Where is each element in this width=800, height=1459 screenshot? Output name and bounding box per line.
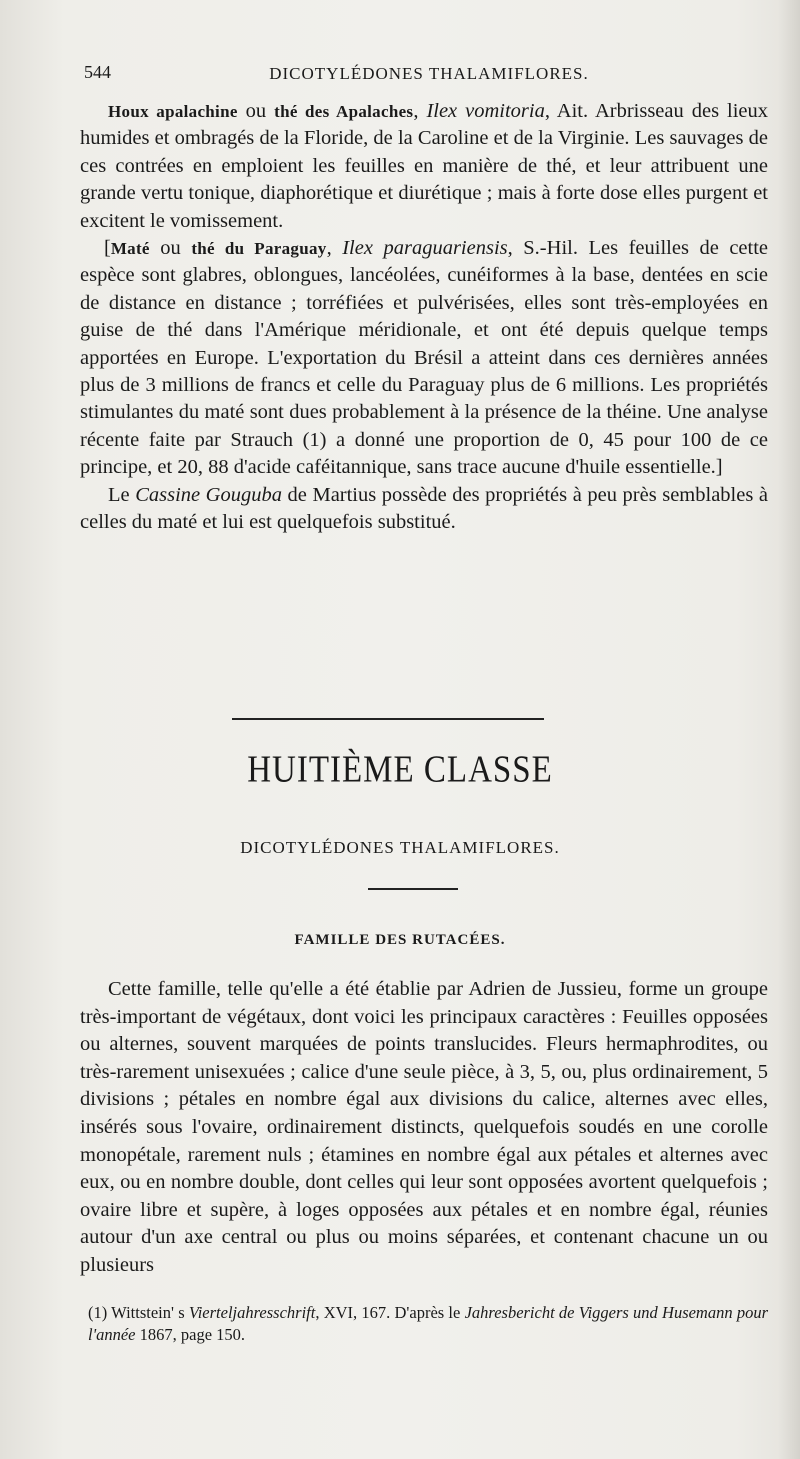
separator: ,	[413, 100, 427, 122]
family-heading: FAMILLE DES RUTACÉES.	[294, 932, 506, 948]
plant-name: Houx apalachine	[108, 102, 238, 121]
paragraph-prefix: Le	[108, 483, 136, 506]
plant-name: Maté	[110, 239, 150, 259]
latin-name: Ilex paraguariensis	[342, 237, 508, 260]
page-number: 544	[84, 62, 111, 82]
paragraph-houx	[80, 98, 768, 235]
section-divider	[232, 718, 544, 720]
plant-alt-name: thé du Paraguay	[191, 239, 327, 259]
footnote-report: Jahresbericht de Viggers und Husemann pour l'année	[88, 1303, 768, 1344]
footnote-tail: 1867, page 150.	[135, 1325, 246, 1344]
paragraph-mate	[80, 235, 768, 482]
paragraph-text: , S.-Hil. Les feuilles de cette espèce sont glabres, oblongues, lancéolées, cunéiformes à la base, dentées en scie de distance en distance ; torréfiées et pulvérisées, elles sont très-employées en guise de thé dans l'Amérique méridionale, et ont été depuis quelque temps apportées en Europe. L'exportation du Brésil a atteint dans ces dernières années plus de 3 millions de francs et celle du Paraguay plus de 6 millions. Les propriétés stimulantes du maté sont dues probablement à la présence de la théine. Une analyse récente faite par Strauch (1) a donné une proportion de 0, 45 pour 100 de ce principe, et 20, 88 d'acide caféitannique, sans trace aucune d'huile essentielle.]	[80, 237, 769, 479]
paragraph-text: de Martius possède des propriétés à peu près semblables à celles du maté et lui est quelquefois substitué.	[80, 483, 768, 534]
separator: ,	[326, 237, 343, 260]
footnote-marker: (1) Wittstein' s	[88, 1303, 189, 1322]
class-title: HUITIÈME CLASSE	[247, 749, 553, 791]
class-subtitle: DICOTYLÉDONES THALAMIFLORES.	[240, 838, 560, 857]
paragraph-text: , Ait. Arbrisseau des lieux humides et ombragés de la Floride, de la Caroline et de la Virginie. Les sauvages de ces contrées en emploient les feuilles en manière de thé, et leur attribuent une grande vertu tonique, diaphorétique et diurétique ; mais à forte dose elles purgent et excitent le vomissement.	[80, 100, 768, 232]
running-title: DICOTYLÉDONES THALAMIFLORES.	[269, 64, 589, 83]
paragraph-cassine	[80, 482, 768, 537]
family-text-block	[80, 976, 768, 1280]
upper-text-block	[80, 98, 768, 537]
latin-name: Cassine Gouguba	[135, 483, 282, 506]
paragraph-rutacees: Cette famille, telle qu'elle a été établie par Adrien de Jussieu, forme un groupe très-important de végétaux, dont voici les principaux caractères : Feuilles opposées ou alternes, souvent marquées de points translucides. Fleurs hermaphrodites, ou très-rarement unisexuées ; calice d'une seule pièce, à 3, 5, ou, plus ordinairement, 5 divisions ; pétales en nombre égal aux divisions du calice, alternes avec elles, insérés sous l'ovaire, ordinairement distincts, quelquefois soudés en une corolle monopétale, rarement nuls ; étamines en nombre égal aux pétales et alternes avec eux, ou en nombre double, dont celles qui leur sont opposées avortent quelquefois ; ovaire libre et supère, à loges opposées aux pétales et en nombre égal, réunies autour d'un axe central ou plus ou moins séparées, et contenant chacune un ou plusieurs	[80, 978, 768, 1276]
open-bracket: [	[104, 237, 111, 260]
plant-alt-name: thé des Apalaches	[274, 102, 414, 121]
connector: ou	[149, 237, 192, 260]
footnote-journal: Vierteljahresschrift	[188, 1303, 316, 1322]
connector: ou	[237, 100, 275, 122]
page-header	[84, 62, 774, 88]
page-edge-shadow	[778, 0, 800, 1459]
short-divider	[368, 888, 458, 890]
footnote	[88, 1302, 768, 1346]
latin-name: Ilex vomitoria	[426, 100, 545, 122]
footnote-middle: , XVI, 167. D'après le	[315, 1303, 465, 1322]
